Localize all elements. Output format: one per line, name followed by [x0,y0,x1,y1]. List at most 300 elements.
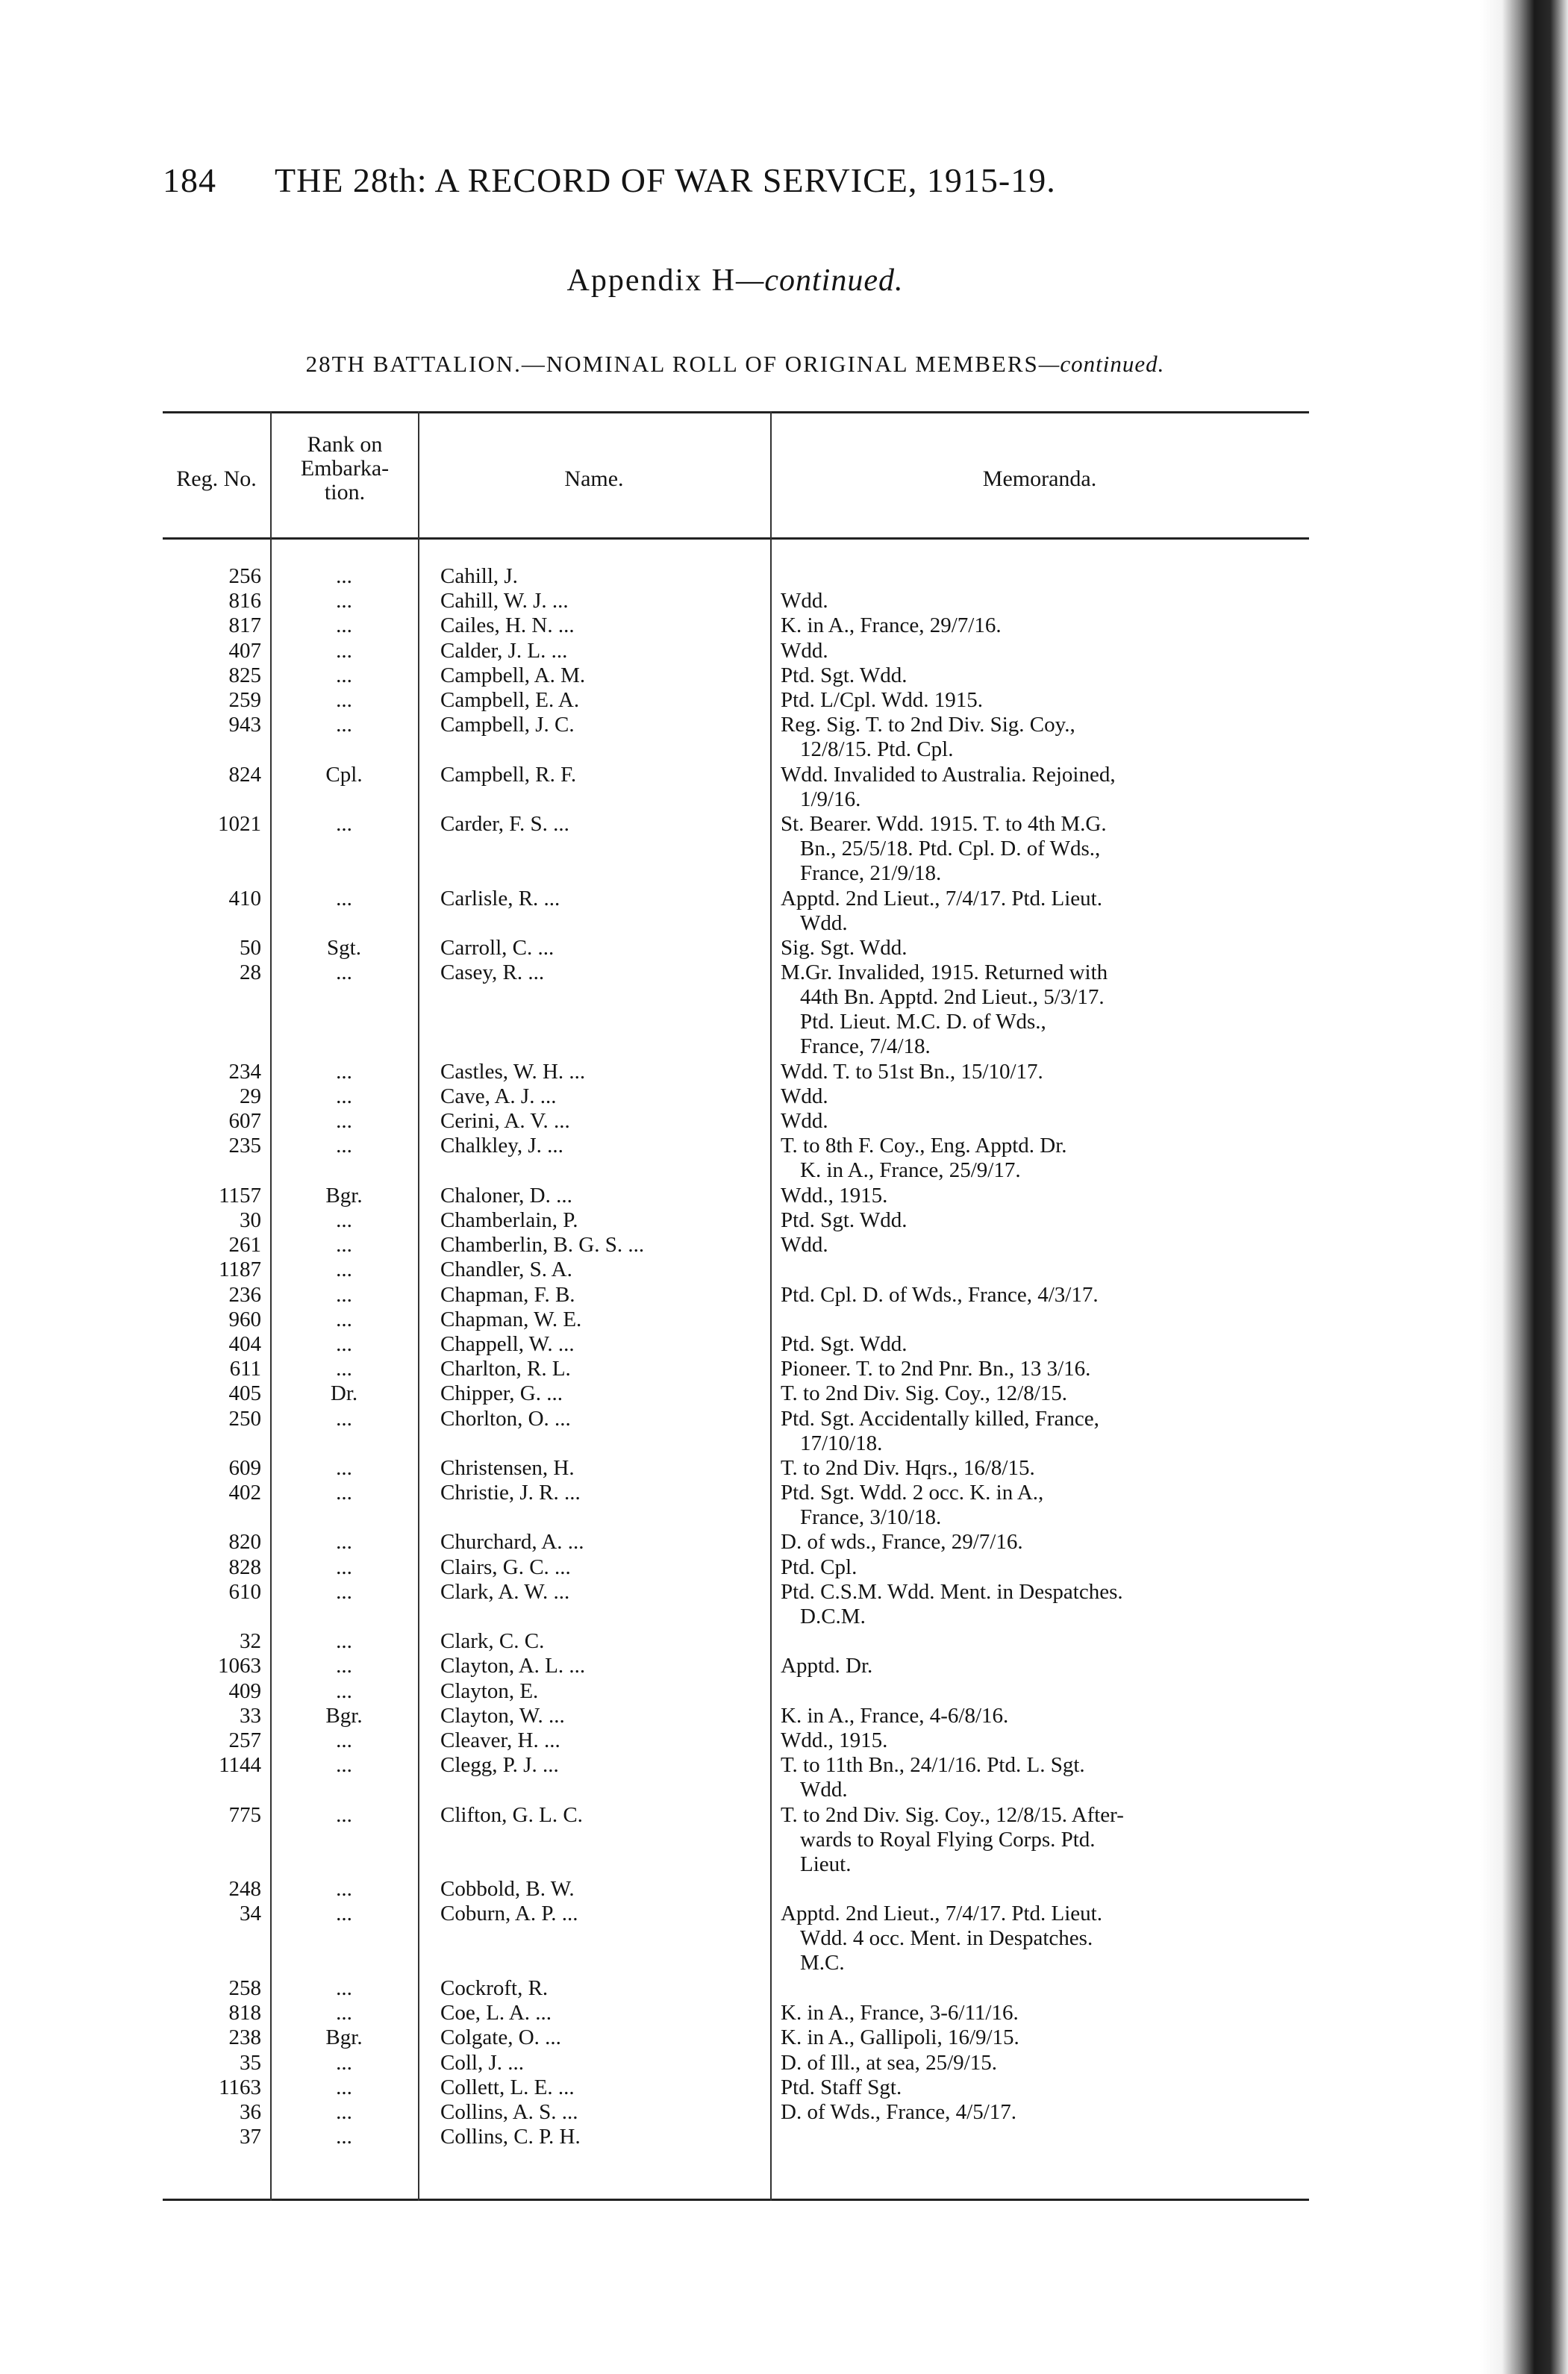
memoranda-line: Ptd. L/Cpl. Wdd. 1915. [781,687,983,712]
table-row [0,1407,1478,1456]
table-row [0,2125,1478,2149]
member-name: Clegg, P. J. ... [440,1753,559,1778]
memoranda-cell [781,639,1306,663]
memoranda-line: Wdd. Invalided to Australia. Rejoined, [781,762,1116,787]
table-row [0,1184,1478,1208]
memoranda-line: M.C. [800,1951,845,1975]
memoranda-line: K. in A., France, 4-6/8/16. [781,1703,1009,1728]
member-name: Carlisle, R. ... [440,886,560,910]
reg-number: 33 [240,1703,261,1728]
reg-number: 37 [240,2125,261,2149]
table-row [0,1308,1478,1332]
memoranda-cell [781,1283,1306,1308]
member-name: Coburn, A. P. ... [440,1902,578,1926]
memoranda-cell [781,1555,1306,1580]
rank-on-embarkation: Cpl. [325,762,363,787]
memoranda-cell [781,1530,1306,1555]
memoranda-line: T. to 2nd Div. Sig. Coy., 12/8/15. After- [781,1802,1124,1827]
memoranda-line: Ptd. C.S.M. Wdd. Ment. in Despatches. [781,1579,1123,1604]
memoranda-cell [781,2075,1306,2100]
rank-on-embarkation: ... [336,1728,352,1752]
memoranda-cell [781,1481,1306,1530]
member-name: Campbell, J. C. [440,713,575,737]
memoranda-line: Ptd. Sgt. Accidentally killed, France, [781,1406,1099,1431]
memoranda-cell [781,1704,1306,1728]
reg-number: 960 [228,1307,261,1331]
memoranda-line: Sig. Sgt. Wdd. [781,935,908,960]
memoranda-cell [781,2100,1306,2125]
table-row [0,1134,1478,1183]
table-row [0,1877,1478,1902]
rank-on-embarkation: ... [336,1406,352,1431]
table-row [0,960,1478,1060]
rank-on-embarkation: ... [336,613,352,638]
reg-number: 1187 [219,1258,261,1282]
memoranda-line: Ptd. Sgt. Wdd. [781,663,908,687]
table-row [0,1208,1478,1233]
memoranda-cell [781,688,1306,713]
member-name: Cobbold, B. W. [440,1877,575,1902]
memoranda-line: D. of Wds., France, 4/5/17. [781,2099,1016,2124]
member-name: Clayton, W. ... [440,1703,565,1728]
memoranda-line: K. in A., France, 29/7/16. [781,613,1002,638]
reg-number: 50 [240,935,261,960]
memoranda-line: 12/8/15. Ptd. Cpl. [800,737,954,762]
memoranda-cell [781,1332,1306,1357]
table-row [0,1332,1478,1357]
member-name: Chaloner, D. ... [440,1183,572,1208]
memoranda-line: Pioneer. T. to 2nd Pnr. Bn., 13 3/16. [781,1357,1091,1381]
memoranda-cell [781,1381,1306,1406]
table-row [0,613,1478,638]
memoranda-cell [781,1728,1306,1753]
member-name: Carroll, C. ... [440,935,555,960]
table-row [0,1654,1478,1678]
memoranda-cell [781,887,1306,936]
rank-on-embarkation: ... [336,2050,352,2075]
table-row [0,2100,1478,2125]
reg-number: 234 [228,1059,261,1084]
reg-number: 828 [228,1555,261,1579]
memoranda-line: Wdd. [781,589,828,613]
rank-on-embarkation: ... [336,960,352,985]
reg-number: 29 [240,1084,261,1109]
memoranda-cell [781,2051,1306,2075]
member-name: Cerini, A. V. ... [440,1109,570,1134]
table-row [0,1629,1478,1654]
table-row [0,1728,1478,1753]
table-row [0,763,1478,812]
memoranda-line: Wdd. [781,638,828,663]
table-row [0,688,1478,713]
memoranda-cell [781,1803,1306,1877]
reg-number: 259 [228,687,261,712]
rank-on-embarkation: ... [336,1579,352,1604]
memoranda-line: France, 21/9/18. [800,860,942,885]
table-row [0,936,1478,960]
memoranda-line: Apptd. 2nd Lieut., 7/4/17. Ptd. Lieut. [781,1902,1102,1926]
member-name: Cockroft, R. [440,1975,549,2000]
table-row [0,1679,1478,1704]
member-name: Collett, L. E. ... [440,2075,575,2099]
memoranda-cell [781,1753,1306,1802]
member-name: Campbell, A. M. [440,663,586,687]
rank-on-embarkation: ... [336,1678,352,1703]
member-name: Chorlton, O. ... [440,1406,571,1431]
reg-number: 250 [228,1406,261,1431]
memoranda-cell [781,1357,1306,1381]
table-row [0,1580,1478,1629]
reg-number: 34 [240,1902,261,1926]
rank-on-embarkation: ... [336,1654,352,1678]
reg-number: 1157 [219,1183,261,1208]
memoranda-cell [781,936,1306,960]
member-name: Campbell, E. A. [440,687,580,712]
rank-on-embarkation: ... [336,2125,352,2149]
table-row [0,1976,1478,2001]
reg-number: 1063 [218,1654,261,1678]
memoranda-line: D.C.M. [800,1604,866,1628]
column-header-name: Name. [564,466,624,491]
memoranda-line: Wdd. [781,1109,828,1134]
reg-number: 248 [228,1877,261,1902]
rank-on-embarkation: ... [336,589,352,613]
reg-number: 404 [228,1331,261,1356]
reg-number: 238 [228,2025,261,2050]
rank-on-embarkation: Bgr. [325,2025,363,2050]
memoranda-line: K. in A., France, 25/9/17. [800,1158,1021,1183]
memoranda-line: Wdd. [800,910,848,935]
table-row [0,639,1478,663]
appendix-title [0,263,1470,299]
reg-number: 32 [240,1629,261,1654]
rank-on-embarkation: ... [336,886,352,910]
table-row [0,663,1478,688]
table-row [0,1381,1478,1406]
reg-number: 943 [228,713,261,737]
member-name: Cahill, J. [440,564,518,588]
reg-number: 817 [228,613,261,638]
memoranda-cell [781,1233,1306,1258]
memoranda-line: France, 7/4/18. [800,1034,931,1059]
table-row [0,1233,1478,1258]
reg-number: 818 [228,2001,261,2025]
rank-on-embarkation: ... [336,1084,352,1109]
memoranda-line: Ptd. Lieut. M.C. D. of Wds., [800,1010,1046,1034]
subheading-text: 28TH BATTALION.—NOMINAL ROLL OF ORIGINAL MEMBERS [305,351,1039,377]
memoranda-line: Ptd. Sgt. Wdd. [781,1208,908,1233]
memoranda-cell [781,713,1306,762]
member-name: Christie, J. R. ... [440,1481,581,1505]
memoranda-cell [781,1134,1306,1183]
rank-on-embarkation: ... [336,1357,352,1381]
rank-on-embarkation: ... [336,811,352,836]
memoranda-line: D. of Ill., at sea, 25/9/15. [781,2050,997,2075]
memoranda-line: Apptd. 2nd Lieut., 7/4/17. Ptd. Lieut. [781,886,1102,910]
memoranda-cell [781,1580,1306,1629]
reg-number: 30 [240,1208,261,1233]
member-name: Campbell, R. F. [440,762,577,787]
rank-on-embarkation: ... [336,1481,352,1505]
memoranda-line: Bn., 25/5/18. Ptd. Cpl. D. of Wds., [800,836,1101,860]
table-row [0,1902,1478,1976]
rank-on-embarkation: ... [336,713,352,737]
member-name: Chapman, F. B. [440,1282,575,1307]
reg-number: 824 [228,762,261,787]
column-header-reg-no: Reg. No. [176,466,257,491]
table-row [0,589,1478,613]
memoranda-line: Wdd. [800,1778,848,1802]
reg-number: 816 [228,589,261,613]
page-number: 184 [163,161,216,199]
member-name: Cailes, H. N. ... [440,613,575,638]
memoranda-cell [781,1902,1306,1975]
member-name: Chapman, W. E. [440,1307,582,1331]
reg-number: 407 [228,638,261,663]
rank-on-embarkation: ... [336,1109,352,1134]
member-name: Christensen, H. [440,1455,575,1480]
member-name: Churchard, A. ... [440,1530,584,1555]
reg-number: 235 [228,1134,261,1158]
rank-on-embarkation: ... [336,1258,352,1282]
table-row [0,1060,1478,1084]
table-row [0,2051,1478,2075]
table-bottom-rule [163,2199,1309,2201]
rank-on-embarkation: ... [336,663,352,687]
rank-on-embarkation: ... [336,1282,352,1307]
reg-number: 1021 [218,811,261,836]
reg-number: 405 [228,1381,261,1406]
table-row [0,1555,1478,1580]
rank-on-embarkation: Bgr. [325,1183,363,1208]
member-name: Cleaver, H. ... [440,1728,560,1752]
memoranda-cell [781,1208,1306,1233]
member-name: Clark, C. C. [440,1629,545,1654]
memoranda-cell [781,2025,1306,2050]
memoranda-cell [781,589,1306,613]
memoranda-line: Ptd. Staff Sgt. [781,2075,902,2099]
rank-on-embarkation: ... [336,1307,352,1331]
rank-on-embarkation: ... [336,2099,352,2124]
member-name: Collins, A. S. ... [440,2099,578,2124]
memoranda-line: D. of wds., France, 29/7/16. [781,1530,1023,1555]
reg-number: 820 [228,1530,261,1555]
table-top-rule [163,411,1309,413]
table-row [0,1803,1478,1878]
member-name: Clifton, G. L. C. [440,1802,583,1827]
reg-number: 35 [240,2050,261,2075]
member-name: Chappell, W. ... [440,1331,575,1356]
reg-number: 607 [228,1109,261,1134]
reg-number: 28 [240,960,261,985]
rank-on-embarkation: ... [336,1208,352,1233]
rank-on-embarkation: ... [336,1902,352,1926]
reg-number: 257 [228,1728,261,1752]
running-header [163,160,1327,200]
rank-on-embarkation: Bgr. [325,1703,363,1728]
reg-number: 236 [228,1282,261,1307]
reg-number: 611 [229,1357,261,1381]
member-name: Chamberlin, B. G. S. ... [440,1233,645,1258]
member-name: Charlton, R. L. [440,1357,571,1381]
rank-on-embarkation: ... [336,2001,352,2025]
memoranda-cell [781,1084,1306,1109]
table-row [0,1753,1478,1802]
rank-on-embarkation: ... [336,564,352,588]
table-row [0,713,1478,762]
memoranda-line: Lieut. [800,1852,852,1876]
appendix-title-text: Appendix H [566,263,736,298]
table-row [0,2001,1478,2025]
rank-on-embarkation: ... [336,1059,352,1084]
nominal-roll [0,564,1478,2149]
reg-number: 256 [228,564,261,588]
memoranda-line: T. to 2nd Div. Sig. Coy., 12/8/15. [781,1381,1067,1406]
memoranda-line: T. to 8th F. Coy., Eng. Apptd. Dr. [781,1134,1067,1158]
table-row [0,1109,1478,1134]
rank-on-embarkation: ... [336,1455,352,1480]
rank-on-embarkation: ... [336,1134,352,1158]
table-row [0,1357,1478,1381]
member-name: Collins, C. P. H. [440,2125,581,2149]
memoranda-line: 1/9/16. [800,787,861,811]
rank-on-embarkation: ... [336,1629,352,1654]
member-name: Colgate, O. ... [440,2025,561,2050]
memoranda-cell [781,1184,1306,1208]
reg-number: 1163 [219,2075,261,2099]
memoranda-cell [781,2001,1306,2025]
reg-number: 261 [228,1233,261,1258]
memoranda-cell [781,1456,1306,1481]
member-name: Castles, W. H. ... [440,1059,586,1084]
reg-number: 36 [240,2099,261,2124]
running-title: THE 28th: A RECORD OF WAR SERVICE, 1915-19. [275,161,1056,199]
memoranda-line: Wdd. 4 occ. Ment. in Despatches. [800,1926,1093,1951]
member-name: Cahill, W. J. ... [440,589,569,613]
memoranda-cell [781,1109,1306,1134]
memoranda-line: K. in A., Gallipoli, 16/9/15. [781,2025,1019,2050]
rank-on-embarkation: Dr. [330,1381,358,1406]
memoranda-cell [781,960,1306,1059]
rank-on-embarkation: Sgt. [327,935,361,960]
table-row [0,1481,1478,1530]
column-header-memoranda: Memoranda. [982,466,1097,491]
rank-on-embarkation: ... [336,1555,352,1579]
member-name: Calder, J. L. ... [440,638,568,663]
memoranda-line: M.Gr. Invalided, 1915. Returned with [781,960,1108,985]
table-row [0,1258,1478,1282]
rank-on-embarkation: ... [336,638,352,663]
member-name: Casey, R. ... [440,960,545,985]
memoranda-line: Ptd. Cpl. [781,1555,858,1579]
reg-number: 610 [228,1579,261,1604]
rank-on-embarkation: ... [336,687,352,712]
member-name: Chamberlain, P. [440,1208,578,1233]
memoranda-line: K. in A., France, 3-6/11/16. [781,2001,1019,2025]
memoranda-cell [781,1654,1306,1678]
rank-on-embarkation: ... [336,1233,352,1258]
memoranda-line: St. Bearer. Wdd. 1915. T. to 4th M.G. [781,811,1107,836]
table-row [0,1084,1478,1109]
member-name: Chipper, G. ... [440,1381,563,1406]
memoranda-line: Wdd. [781,1233,828,1258]
member-name: Coll, J. ... [440,2050,524,2075]
table-row [0,812,1478,887]
memoranda-line: France, 3/10/18. [800,1505,942,1530]
member-name: Clayton, A. L. ... [440,1654,586,1678]
member-name: Clayton, E. [440,1678,539,1703]
table-row [0,887,1478,936]
subheading-suffix: —continued. [1038,351,1165,377]
memoranda-line: Wdd. [781,1084,828,1109]
reg-number: 410 [228,886,261,910]
member-name: Chandler, S. A. [440,1258,572,1282]
reg-number: 402 [228,1481,261,1505]
table-row [0,1530,1478,1555]
rank-on-embarkation: ... [336,1753,352,1778]
memoranda-line: Ptd. Sgt. Wdd. 2 occ. K. in A., [781,1481,1044,1505]
table-row [0,1704,1478,1728]
reg-number: 409 [228,1678,261,1703]
memoranda-line: T. to 2nd Div. Hqrs., 16/8/15. [781,1455,1035,1480]
memoranda-line: 17/10/18. [800,1431,883,1455]
memoranda-line: Apptd. Dr. [781,1654,873,1678]
member-name: Coe, L. A. ... [440,2001,552,2025]
reg-number: 825 [228,663,261,687]
rank-on-embarkation: ... [336,1331,352,1356]
table-header-rule [163,537,1309,540]
table-row [0,2075,1478,2100]
member-name: Clark, A. W. ... [440,1579,570,1604]
member-name: Cave, A. J. ... [440,1084,557,1109]
rank-on-embarkation: ... [336,2075,352,2099]
memoranda-line: Wdd., 1915. [781,1728,888,1752]
memoranda-line: Wdd. T. to 51st Bn., 15/10/17. [781,1059,1043,1084]
memoranda-line: Ptd. Cpl. D. of Wds., France, 4/3/17. [781,1282,1099,1307]
reg-number: 609 [228,1455,261,1480]
reg-number: 775 [228,1802,261,1827]
table-row [0,2025,1478,2050]
memoranda-cell [781,1060,1306,1084]
memoranda-line: Ptd. Sgt. Wdd. [781,1331,908,1356]
member-name: Clairs, G. C. ... [440,1555,571,1579]
scan-page-edge [1480,0,1568,2374]
memoranda-line: 44th Bn. Apptd. 2nd Lieut., 5/3/17. [800,985,1105,1010]
rank-on-embarkation: ... [336,1975,352,2000]
rank-on-embarkation: ... [336,1877,352,1902]
member-name: Carder, F. S. ... [440,811,569,836]
memoranda-line: wards to Royal Flying Corps. Ptd. [800,1827,1096,1852]
memoranda-line: Wdd., 1915. [781,1183,888,1208]
rank-on-embarkation: ... [336,1530,352,1555]
appendix-suffix: —continued. [736,263,904,298]
table-row [0,1283,1478,1308]
memoranda-line: Reg. Sig. T. to 2nd Div. Sig. Coy., [781,713,1075,737]
table-row [0,564,1478,589]
reg-number: 1144 [219,1753,261,1778]
memoranda-line: T. to 11th Bn., 24/1/16. Ptd. L. Sgt. [781,1753,1085,1778]
table-row [0,1456,1478,1481]
memoranda-cell [781,663,1306,688]
reg-number: 258 [228,1975,261,2000]
memoranda-cell [781,763,1306,812]
member-name: Chalkley, J. ... [440,1134,563,1158]
column-header-rank [278,433,412,505]
rank-on-embarkation: ... [336,1802,352,1827]
memoranda-cell [781,812,1306,886]
memoranda-cell [781,1407,1306,1456]
column-header-rank-text: Rank on Embarka-tion. [300,432,390,505]
